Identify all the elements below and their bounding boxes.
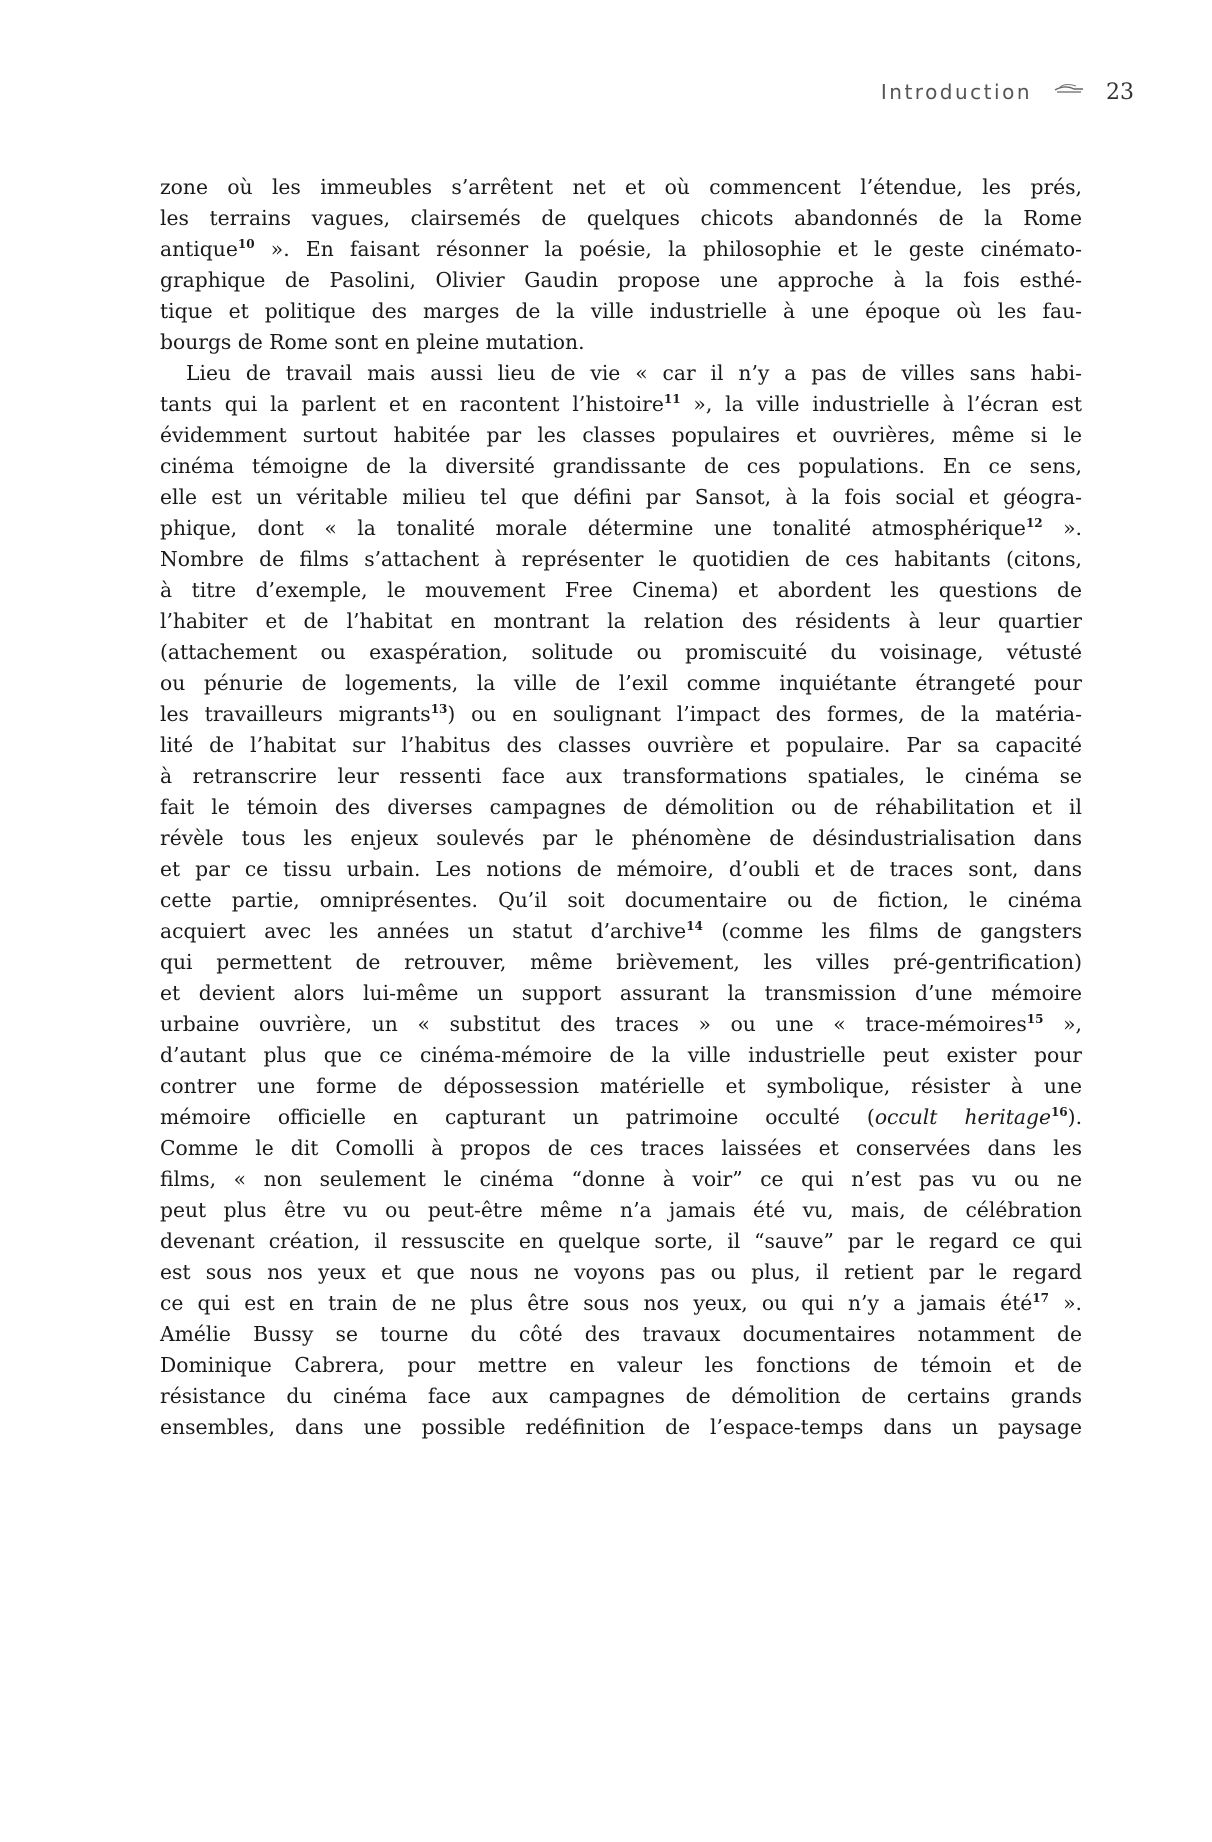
text-line	[160, 420, 1082, 451]
text-run: à titre d’exemple, le mouvement Free Cinema) et abordent les questions de	[160, 578, 1082, 602]
text-line	[160, 296, 1082, 327]
text-run: contrer une forme de dépossession matérielle et symbolique, résister à une	[160, 1074, 1082, 1098]
text-run: films, « non seulement le cinéma “donne à voir” ce qui n’est pas vu ou ne	[160, 1167, 1082, 1191]
text-line	[160, 482, 1082, 513]
page-number: 23	[1106, 80, 1134, 105]
text-run: (attachement ou exaspération, solitude ou promiscuité du voisinage, vétusté	[160, 640, 1082, 664]
body-text	[160, 172, 1082, 1443]
text-run: elle est un véritable milieu tel que défini par Sansot, à la fois social et géogra-	[160, 485, 1082, 509]
text-line	[160, 916, 1082, 947]
text-run: et devient alors lui-même un support assurant la transmission d’une mémoire	[160, 981, 1082, 1005]
text-run: tique et politique des marges de la ville industrielle à une époque où les fau-	[160, 299, 1082, 323]
text-run: fait le témoin des diverses campagnes de démolition ou de réhabilitation et il	[160, 795, 1082, 819]
text-line	[160, 1288, 1082, 1319]
text-run: l’habiter et de l’habitat en montrant la relation des résidents à leur quartier	[160, 609, 1082, 633]
fleuron-icon-svg	[1054, 83, 1084, 95]
text-line	[160, 1040, 1082, 1071]
text-run: Amélie Bussy se tourne du côté des travaux documentaires notamment de	[160, 1322, 1082, 1346]
text-run: ».	[1048, 1291, 1082, 1315]
text-run: ) ou en soulignant l’impact des formes, de la matéria-	[447, 702, 1082, 726]
text-run: peut plus être vu ou peut-être même n’a jamais été vu, mais, de célébration	[160, 1198, 1082, 1222]
text-line	[160, 699, 1082, 730]
text-run: lité de l’habitat sur l’habitus des classes ouvrière et populaire. Par sa capacité	[160, 733, 1082, 757]
text-line	[160, 637, 1082, 668]
footnote-ref: 11	[663, 392, 681, 406]
text-line	[160, 203, 1082, 234]
text-run: urbaine ouvrière, un « substitut des traces » ou une « trace-mémoires	[160, 1012, 1027, 1036]
footnote-ref: 17	[1032, 1291, 1049, 1305]
text-run: résistance du cinéma face aux campagnes de démolition de certains grands	[160, 1384, 1082, 1408]
text-run: les terrains vagues, clairsemés de quelques chicots abandonnés de la Rome	[160, 206, 1082, 230]
text-line	[160, 234, 1082, 265]
text-line	[160, 854, 1082, 885]
text-line	[160, 792, 1082, 823]
text-line	[160, 1102, 1082, 1133]
text-line	[160, 1412, 1082, 1443]
text-run: ou pénurie de logements, la ville de l’exil comme inquiétante étrangeté pour	[160, 671, 1082, 695]
text-run: à retranscrire leur ressenti face aux transformations spatiales, le cinéma se	[160, 764, 1082, 788]
text-line	[160, 327, 1082, 358]
text-run: graphique de Pasolini, Olivier Gaudin propose une approche à la fois esthé-	[160, 268, 1082, 292]
text-run: phique, dont « la tonalité morale détermine une tonalité atmosphérique	[160, 516, 1026, 540]
text-run: Dominique Cabrera, pour mettre en valeur les fonctions de témoin et de	[160, 1353, 1082, 1377]
text-run: et par ce tissu urbain. Les notions de mémoire, d’oubli et de traces sont, dans	[160, 857, 1082, 881]
footnote-ref: 15	[1026, 1012, 1044, 1026]
text-run: (comme les films de gangsters	[702, 919, 1082, 943]
footnote-ref: 14	[686, 919, 703, 933]
text-run: ». En faisant résonner la poésie, la philosophie et le geste cinémato-	[254, 237, 1082, 261]
text-line	[160, 358, 1082, 389]
text-run: révèle tous les enjeux soulevés par le phénomène de désindustrialisation dans	[160, 826, 1082, 850]
text-run: tants qui la parlent et en racontent l’histoire	[160, 392, 664, 416]
text-run: »,	[1043, 1012, 1082, 1036]
text-run: ensembles, dans une possible redéfinition de l’espace-temps dans un paysage	[160, 1415, 1082, 1439]
running-header	[881, 80, 1134, 105]
text-line	[160, 1009, 1082, 1040]
fleuron-icon	[1054, 80, 1084, 99]
text-run: cinéma témoigne de la diversité grandissante de ces populations. En ce sens,	[160, 454, 1082, 478]
text-run: zone où les immeubles s’arrêtent net et où commencent l’étendue, les prés,	[160, 175, 1082, 199]
text-line	[160, 513, 1082, 544]
text-run: mémoire officielle en capturant un patrimoine occulté (	[160, 1105, 875, 1129]
text-run: », la ville industrielle à l’écran est	[680, 392, 1082, 416]
text-run: d’autant plus que ce cinéma-mémoire de la ville industrielle peut exister pour	[160, 1043, 1082, 1067]
text-run: antique	[160, 237, 238, 261]
text-run: qui permettent de retrouver, même brièvement, les villes pré-gentrification)	[160, 950, 1082, 974]
footnote-ref: 16	[1050, 1105, 1068, 1119]
text-line	[160, 730, 1082, 761]
text-run: cette partie, omniprésentes. Qu’il soit documentaire ou de fiction, le cinéma	[160, 888, 1082, 912]
text-line	[160, 1071, 1082, 1102]
running-title: Introduction	[880, 80, 1032, 104]
text-run: Nombre de films s’attachent à représenter le quotidien de ces habitants (citons,	[160, 547, 1082, 571]
text-run: est sous nos yeux et que nous ne voyons pas ou plus, il retient par le regard	[160, 1260, 1082, 1284]
text-line	[160, 1257, 1082, 1288]
text-run: acquiert avec les années un statut d’archive	[160, 919, 687, 943]
text-line	[160, 947, 1082, 978]
text-line	[160, 1195, 1082, 1226]
text-line	[160, 1350, 1082, 1381]
text-line	[160, 1319, 1082, 1350]
text-line	[160, 1226, 1082, 1257]
text-run: devenant création, il ressuscite en quelque sorte, il “sauve” par le regard ce qui	[160, 1229, 1082, 1253]
text-line	[160, 544, 1082, 575]
text-line	[160, 606, 1082, 637]
text-line	[160, 265, 1082, 296]
text-run: ).	[1067, 1105, 1083, 1129]
text-run: évidemment surtout habitée par les classes populaires et ouvrières, même si le	[160, 423, 1082, 447]
text-line	[160, 172, 1082, 203]
text-line	[160, 823, 1082, 854]
text-line	[160, 1381, 1082, 1412]
text-line	[160, 1133, 1082, 1164]
text-line	[160, 761, 1082, 792]
text-run: Comme le dit Comolli à propos de ces traces laissées et conservées dans les	[160, 1136, 1082, 1160]
text-run: ce qui est en train de ne plus être sous nos yeux, ou qui n’y a jamais été	[160, 1291, 1033, 1315]
text-line	[160, 885, 1082, 916]
footnote-ref: 13	[430, 702, 448, 716]
text-run: Lieu de travail mais aussi lieu de vie « car il n’y a pas de villes sans habi-	[186, 361, 1082, 385]
footnote-ref: 12	[1025, 516, 1043, 530]
text-run: bourgs de Rome sont en pleine mutation.	[160, 330, 585, 354]
text-line	[160, 1164, 1082, 1195]
text-line	[160, 668, 1082, 699]
text-line	[160, 389, 1082, 420]
text-run: ».	[1042, 516, 1082, 540]
footnote-ref: 10	[237, 237, 255, 251]
text-line	[160, 978, 1082, 1009]
text-line	[160, 451, 1082, 482]
text-line	[160, 575, 1082, 606]
italic-term: occult heritage	[874, 1105, 1051, 1129]
text-run: les travailleurs migrants	[160, 702, 431, 726]
